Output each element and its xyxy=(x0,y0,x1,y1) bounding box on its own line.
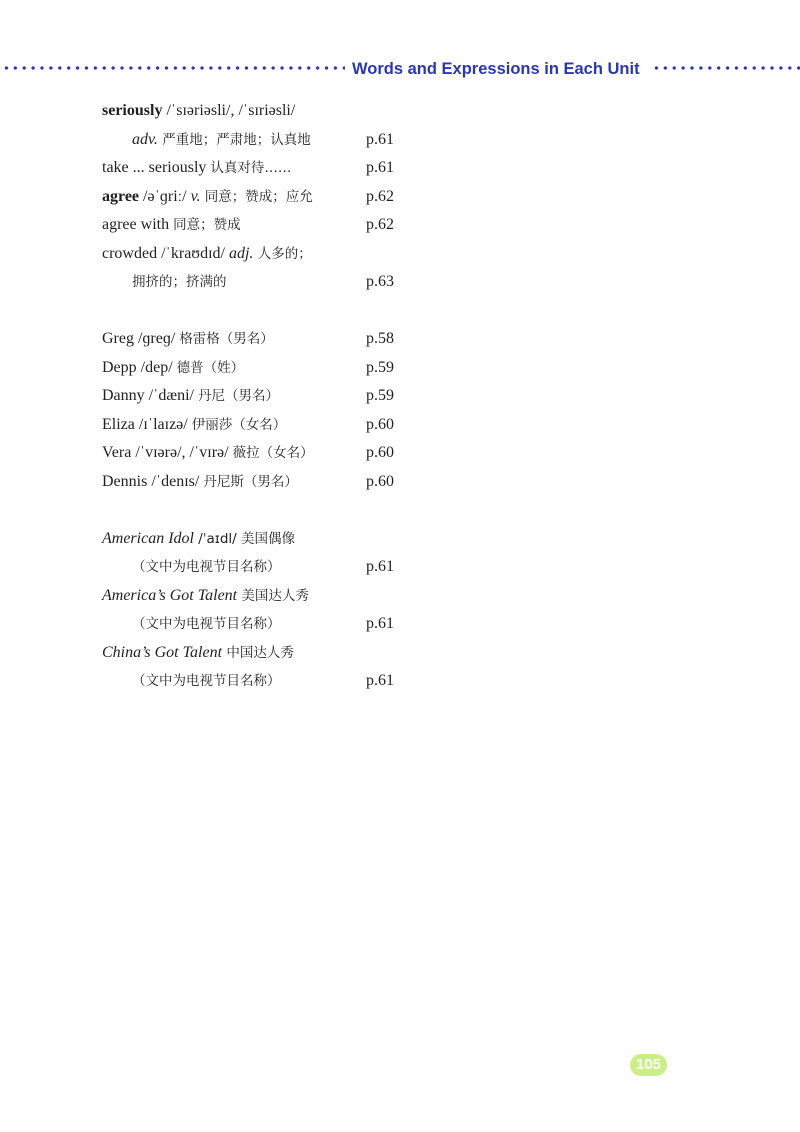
part-of-speech: v. xyxy=(190,187,201,205)
entry-text xyxy=(102,354,244,383)
entry-text xyxy=(132,126,311,155)
headword: seriously xyxy=(102,102,163,119)
word-pronunciation: Depp /dep/ xyxy=(102,358,177,376)
vocab-entry-americas-got-talent-cont xyxy=(102,610,422,639)
vocab-entry-agree-with xyxy=(102,211,422,240)
vocab-entry-seriously xyxy=(102,97,422,126)
word-pronunciation: Eliza /ɪˈlaɪzə/ xyxy=(102,415,192,433)
chinese-gloss: 格雷格（男名） xyxy=(179,331,274,347)
entry-text xyxy=(132,268,227,297)
headword: agree xyxy=(102,187,140,205)
word-pronunciation: Danny /ˈdæni/ xyxy=(102,387,198,404)
page-ref: p.62 xyxy=(366,187,394,205)
chinese-gloss: /ˈaɪdl/ 美国偶像 xyxy=(193,530,295,547)
page-ref: p.60 xyxy=(366,415,394,433)
entry-text xyxy=(132,553,281,582)
page-ref: p.60 xyxy=(366,444,394,461)
page-ref: p.61 xyxy=(366,558,394,575)
chinese-gloss: （文中为电视节目名称） xyxy=(132,616,281,632)
chinese-gloss: 薇拉（女名） xyxy=(232,445,314,461)
vocab-entry-danny xyxy=(102,382,422,411)
vocab-entry-vera xyxy=(102,439,422,468)
chinese-gloss: 德普（姓） xyxy=(176,359,245,376)
chinese-gloss: 严重地；严肃地；认真地 xyxy=(157,131,311,148)
pronunciation: /ˈsɪəriəsli/, /ˈsɪriəsli/ xyxy=(162,102,296,119)
page-number-badge xyxy=(630,1054,667,1076)
page-ref: p.61 xyxy=(366,615,394,632)
word-pronunciation: Vera /ˈvɪərə/, /ˈvɪrə/ xyxy=(102,444,233,461)
entry-text xyxy=(102,525,295,554)
entry-text xyxy=(102,240,312,269)
pronunciation: /əˈɡriː/ xyxy=(139,187,191,205)
show-title: American Idol xyxy=(102,529,194,547)
chinese-gloss: 同意；赞成；应允 xyxy=(200,188,313,205)
entry-text xyxy=(102,411,286,440)
vocab-entry-greg xyxy=(102,325,422,354)
chinese-gloss: 美国达人秀 xyxy=(237,587,309,604)
page-ref: p.61 xyxy=(366,672,394,689)
page-ref: p.60 xyxy=(366,472,394,490)
entry-text xyxy=(102,468,298,497)
vocab-entry-take-seriously xyxy=(102,154,422,183)
chinese-gloss: 人多的； xyxy=(253,245,312,262)
entry-text xyxy=(102,211,241,240)
vocab-entry-eliza xyxy=(102,411,422,440)
chinese-gloss: 丹尼（男名） xyxy=(198,388,279,404)
page-ref: p.61 xyxy=(366,130,394,148)
phrase: agree with xyxy=(102,216,174,233)
vocab-entry-depp xyxy=(102,354,422,383)
word-pronunciation: Greg /ɡreɡ/ xyxy=(102,330,180,347)
entry-text xyxy=(102,325,274,354)
section-gap xyxy=(102,297,422,326)
entry-text xyxy=(102,639,294,668)
entry-text xyxy=(102,97,295,126)
show-title: America’s Got Talent xyxy=(102,586,238,604)
page-ref: p.63 xyxy=(366,273,394,290)
page-ref: p.61 xyxy=(366,159,394,176)
chinese-gloss: （文中为电视节目名称） xyxy=(132,673,281,689)
vocab-entry-chinas-got-talent xyxy=(102,639,422,668)
chinese-gloss: 同意；赞成 xyxy=(173,217,241,233)
dotted-rule-right xyxy=(652,65,800,71)
word-pronunciation: crowded /ˈkraʊdɪd/ xyxy=(102,244,229,262)
chinese-gloss: 中国达人秀 xyxy=(222,644,294,661)
dotted-rule-left xyxy=(2,65,345,71)
entry-text xyxy=(132,610,281,639)
vocab-entry-chinas-got-talent-cont xyxy=(102,667,422,696)
chinese-gloss: 伊丽莎（女名） xyxy=(191,416,287,433)
page-number: 105 xyxy=(635,1056,662,1073)
running-header xyxy=(0,60,800,84)
chinese-gloss: （文中为电视节目名称） xyxy=(132,559,281,575)
vocab-entry-crowded xyxy=(102,240,422,269)
entry-text xyxy=(102,183,313,212)
show-title: China’s Got Talent xyxy=(102,643,223,661)
entry-text xyxy=(102,582,309,611)
chinese-gloss: 拥挤的；挤满的 xyxy=(132,274,227,290)
page-ref: p.59 xyxy=(366,358,394,376)
vocab-entry-seriously-cont xyxy=(102,126,422,155)
entry-text xyxy=(102,382,279,411)
vocab-entry-americas-got-talent xyxy=(102,582,422,611)
entry-text xyxy=(132,667,281,696)
vocabulary-list xyxy=(102,97,422,696)
phrase: take ... seriously xyxy=(102,159,211,176)
chinese-gloss: 丹尼斯（男名） xyxy=(203,473,298,490)
page-ref: p.58 xyxy=(366,330,394,347)
word-pronunciation: Dennis /ˈdenɪs/ xyxy=(102,472,204,490)
entry-text xyxy=(102,154,291,183)
page-ref: p.62 xyxy=(366,216,394,233)
vocab-entry-crowded-cont xyxy=(102,268,422,297)
vocab-entry-american-idol xyxy=(102,525,422,554)
vocab-entry-dennis xyxy=(102,468,422,497)
entry-text xyxy=(102,439,314,468)
vocab-entry-american-idol-cont xyxy=(102,553,422,582)
chinese-gloss: 认真对待…… xyxy=(210,160,292,176)
section-gap xyxy=(102,496,422,525)
page-ref: p.59 xyxy=(366,387,394,404)
part-of-speech: adv. xyxy=(132,130,158,148)
vocab-entry-agree xyxy=(102,183,422,212)
part-of-speech: adj. xyxy=(228,244,254,262)
header-title: Words and Expressions in Each Unit xyxy=(352,60,640,78)
